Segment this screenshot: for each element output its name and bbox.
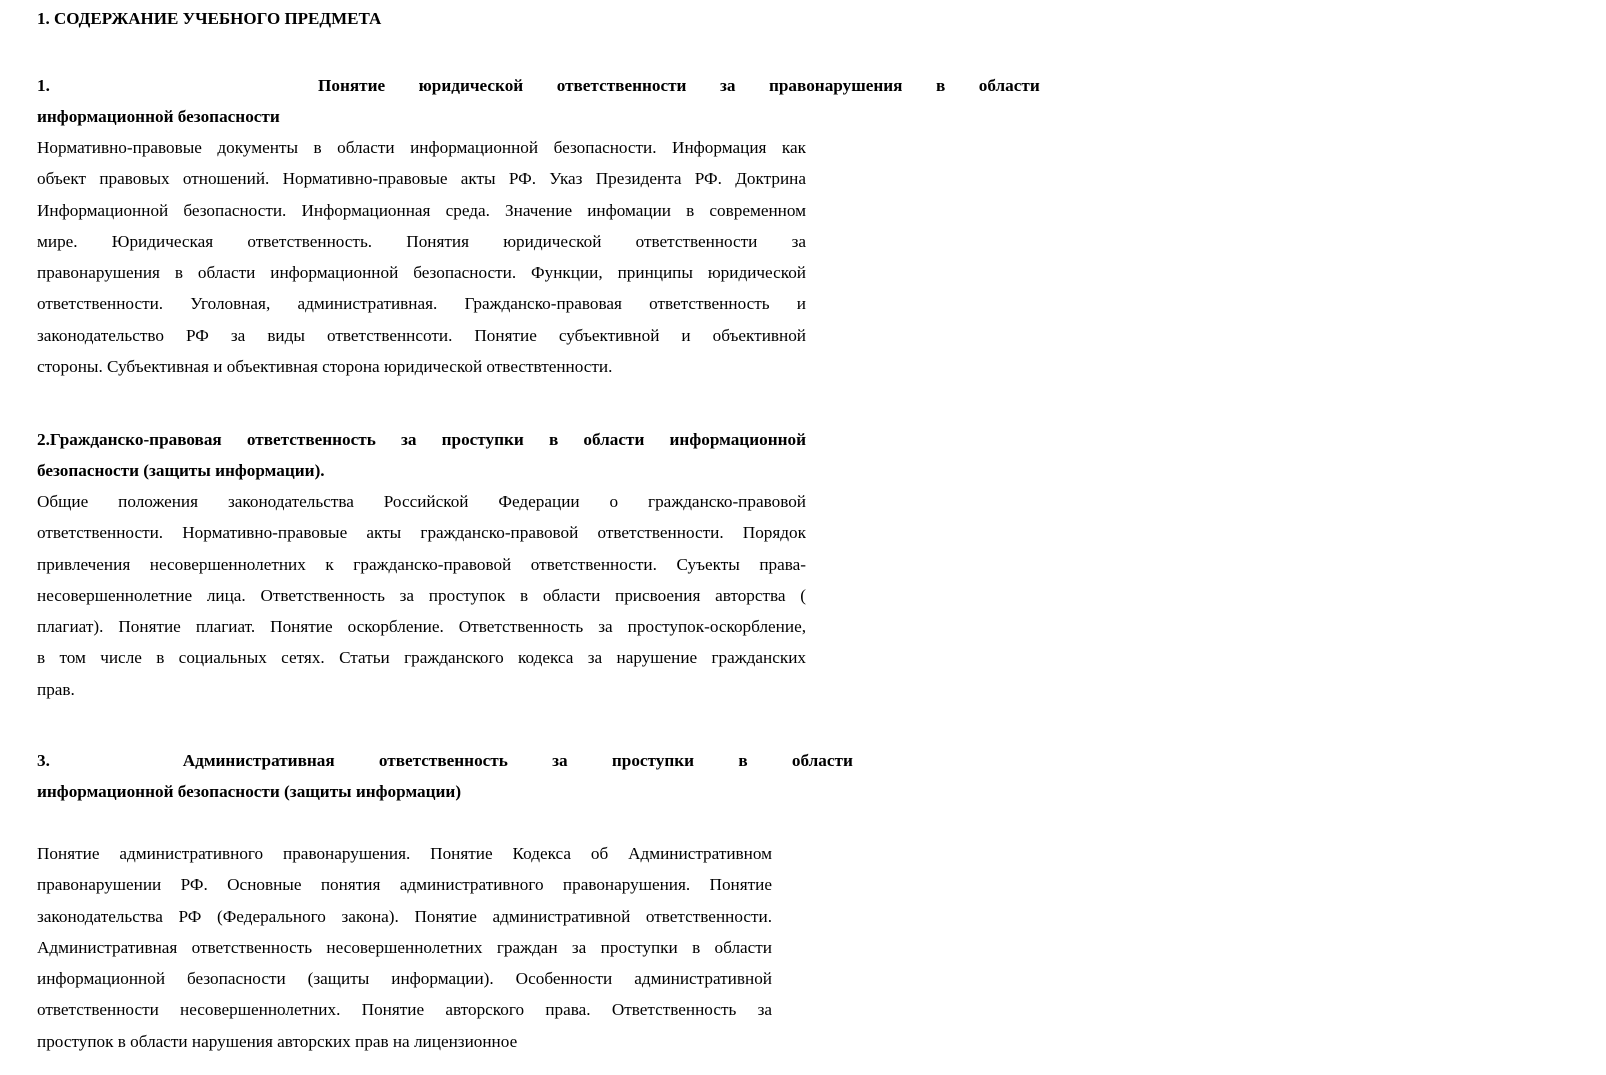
section-3-body-line: проступок в области нарушения авторских прав на лицензионное — [37, 1031, 518, 1051]
section-2-body-line: прав. — [37, 679, 75, 699]
section-3-body-line: правонарушении РФ. Основные понятия административного правонарушения. Понятие — [37, 875, 772, 895]
section-1-body-line: стороны. Субъективная и объективная сторона юридической отвествтенности. — [37, 357, 613, 377]
section-3-body-line: информационной безопасности (защиты информации). Особенности административной — [37, 969, 772, 989]
section-2-body-line: ответственности. Нормативно-правовые акты гражданско-правовой ответственности. Порядок — [37, 523, 806, 543]
section-3-body — [37, 838, 806, 1057]
section-2-body-line: несовершеннолетние лица. Ответственность за проступок в области присвоения авторства ( — [37, 585, 806, 605]
section-1-body-line: ответственности. Уголовная, административная. Гражданско-правовая ответственность и — [37, 294, 806, 314]
section-2-body-line: привлечения несовершеннолетних к гражданско-правовой ответственности. Суъекты права- — [37, 554, 806, 574]
section-2-body — [37, 486, 806, 705]
section-3-heading — [37, 745, 1606, 807]
section-1-body-line: мире. Юридическая ответственность. Понятия юридической ответственности за — [37, 231, 806, 251]
section-2 — [37, 424, 806, 705]
section-1-heading-line: 1. Понятие юридической ответственности за правонарушения в области — [37, 76, 1040, 95]
section-1-body-line: объект правовых отношений. Нормативно-правовые акты РФ. Указ Президента РФ. Доктрина — [37, 169, 806, 189]
section-3-body-line: ответственности несовершеннолетних. Понятие авторского права. Ответственность за — [37, 1000, 772, 1020]
section-1-heading-line: информационной безопасности — [37, 107, 280, 126]
section-2-body-line: плагиат). Понятие плагиат. Понятие оскорбление. Ответственность за проступок-оскорбление, — [37, 617, 806, 637]
section-1-heading — [37, 70, 1040, 132]
section-2-body-line: Общие положения законодательства Российской Федерации о гражданско-правовой — [37, 492, 806, 511]
section-2-heading — [37, 424, 806, 486]
section-3-body-line: Понятие административного правонарушения. Понятие Кодекса об Административном — [37, 844, 772, 863]
section-2-body-line: в том числе в социальных сетях. Статьи гражданского кодекса за нарушение гражданских — [37, 648, 806, 668]
section-3-heading-line: 3. Административная ответственность за проступки в области — [37, 751, 1606, 770]
section-3 — [37, 745, 1606, 1057]
section-1-body — [37, 132, 806, 382]
section-1-body-line: законодательство РФ за виды ответственнсоти. Понятие субъективной и объективной — [37, 325, 806, 345]
section-1 — [37, 70, 1040, 382]
section-3-body-line: законодательства РФ (Федерального закона). Понятие административной ответственности. — [37, 906, 772, 926]
section-2-heading-line: 2.Гражданско-правовая ответственность за проступки в области информационной — [37, 430, 806, 449]
document-title: 1. СОДЕРЖАНИЕ УЧЕБНОГО ПРЕДМЕТА — [37, 9, 382, 28]
section-3-heading-line: информационной безопасности (защиты информации) — [37, 782, 462, 801]
section-2-heading-line: безопасности (защиты информации). — [37, 461, 325, 480]
section-1-body-line: Нормативно-правовые документы в области информационной безопасности. Информация как — [37, 138, 806, 157]
section-1-body-line: правонарушения в области информационной безопасности. Функции, принципы юридической — [37, 263, 806, 283]
section-3-body-line: Административная ответственность несовершеннолетних граждан за проступки в области — [37, 937, 772, 957]
section-1-body-line: Информационной безопасности. Информационная среда. Значение инфомации в современном — [37, 200, 806, 220]
